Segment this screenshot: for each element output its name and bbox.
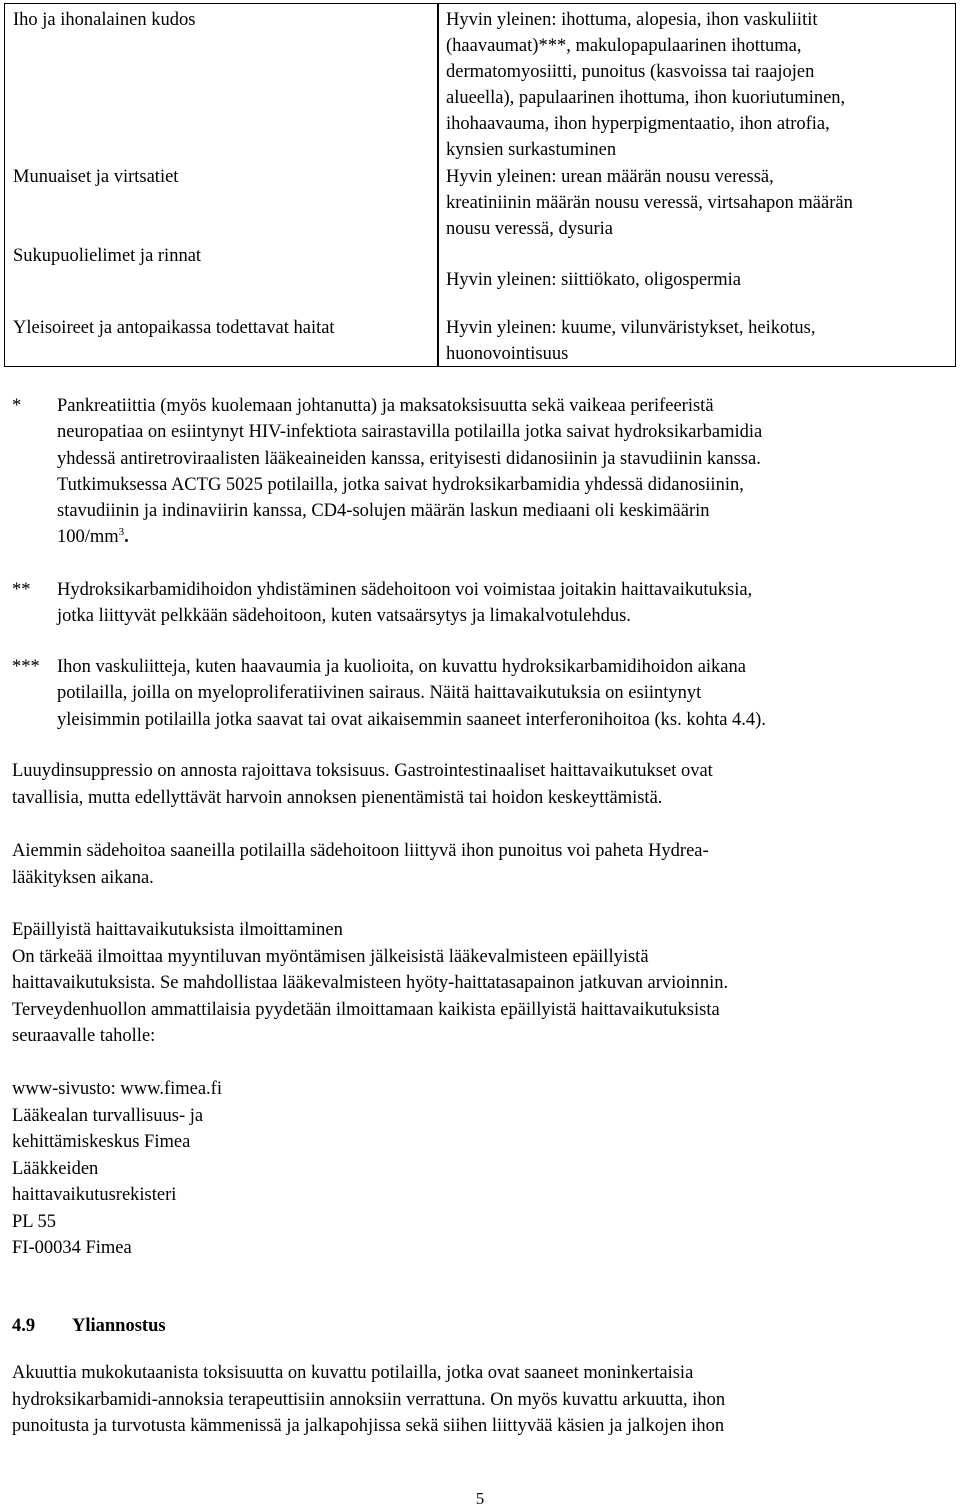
paragraph-line: tavallisia, mutta edellyttävät harvoin annoksen pienentämistä tai hoidon keskeyttämistä.: [12, 787, 663, 808]
footnote-line: Hydroksikarbamidihoidon yhdistäminen sädehoitoon voi voimistaa joitakin haittavaikutuksia,: [57, 580, 753, 600]
effects-skin: [446, 7, 951, 163]
footnote-line: yhdessä antiretroviraalisten lääkeaineiden kanssa, erityisesti didanosiinin ja stavudiinin kanssa.: [57, 448, 761, 469]
paragraph-line: Aiemmin sädehoitoa saaneilla potilailla sädehoitoon liittyvä ihon punoitus voi paheta Hydrea-: [12, 841, 709, 861]
effect-line: kynsien surkastuminen: [446, 140, 617, 160]
paragraph-line: hydroksikarbamidi-annoksia terapeuttisiin annoksiin verrattuna. On myös kuvattu arkuutta, ihon: [12, 1389, 726, 1410]
contact-line: PL 55: [12, 1211, 57, 1232]
effect-line: (haavaumat)***, makulopapulaarinen ihottuma,: [446, 36, 802, 56]
contact-line: FI-00034 Fimea: [12, 1238, 132, 1258]
section-number: 4.9: [12, 1316, 36, 1336]
footnote-mark-2: **: [12, 580, 31, 600]
footnote-line: Pankreatiittia (myös kuolemaan johtanutta) ja maksatoksisuutta sekä vaikeaa perifeeristä: [57, 396, 714, 416]
paragraph-line: punoitusta ja turvotusta kämmenissä ja jalkapohjissa sekä siihen liittyvää käsien ja jalkojen ihon: [12, 1416, 725, 1436]
effects-reproductive: [446, 267, 951, 293]
footnote-line: Tutkimuksessa ACTG 5025 potilailla, jotka saivat hydroksikarbamidia yhdessä didanosiinin,: [57, 474, 744, 495]
effect-line: nousu veressä, dysuria: [446, 219, 613, 239]
effect-line: huonovointisuus: [446, 344, 569, 364]
footnote-2: [57, 577, 950, 630]
contact-address: [12, 1076, 952, 1262]
effects-kidney: [446, 164, 951, 242]
contact-line: www-sivusto: www.fimea.fi: [12, 1079, 222, 1099]
paragraph-line: seuraavalle taholle:: [12, 1026, 156, 1046]
footnote-unit: 100/mm: [57, 527, 119, 548]
paragraph-line: haittavaikutuksista. Se mahdollistaa lääkevalmisteen hyöty-haittatasapainon jatkuvan arvioinnin.: [12, 973, 729, 993]
footnote-line: stavudiinin ja indinaviirin kanssa, CD4-solujen määrän laskun mediaani oli keskimäärin: [57, 501, 710, 522]
footnote-line: [57, 524, 950, 550]
organ-class-skin: Iho ja ihonalainen kudos: [13, 10, 196, 30]
paragraph-line: Terveydenhuollon ammattilaisia pyydetään ilmoittamaan kaikista epäillyistä haittavaikutuksista: [12, 999, 720, 1020]
effect-line: alueella), papulaarinen ihottuma, ihon kuoriutuminen,: [446, 88, 846, 108]
paragraph-line: Epäillyistä haittavaikutuksista ilmoittaminen: [12, 920, 343, 940]
effect-line: Hyvin yleinen: kuume, vilunväristykset, heikotus,: [446, 318, 816, 338]
effect-line: ihohaavauma, ihon hyperpigmentaatio, ihon atrofia,: [446, 114, 830, 134]
footnote-line: Ihon vaskuliitteja, kuten haavaumia ja kuolioita, on kuvattu hydroksikarbamidihoidon aikana: [57, 657, 746, 677]
effects-general: [446, 315, 951, 367]
effect-line: kreatiniinin määrän nousu veressä, virtsahapon määrän: [446, 193, 853, 213]
paragraph-radiotherapy: [12, 838, 952, 891]
footnote-line: jotka liittyvät pelkkään sädehoitoon, kuten vatsaärsytys ja limakalvotulehdus.: [57, 606, 631, 627]
adverse-effects-table: [4, 3, 956, 367]
contact-line: Lääkkeiden: [12, 1158, 99, 1179]
paragraph-line: On tärkeää ilmoittaa myyntiluvan myöntämisen jälkeisistä lääkevalmisteen epäillyistä: [12, 946, 649, 967]
page-number: 5: [475, 1489, 485, 1508]
effect-line: dermatomyosiitti, punoitus (kasvoissa tai raajojen: [446, 62, 815, 82]
paragraph-line: Luuydinsuppressio on annosta rajoittava toksisuus. Gastrointestinaaliset haittavaikutukset ovat: [12, 761, 713, 781]
footnote-line: yleisimmin potilailla jotka saavat tai ovat aikaisemmin saaneet interferonihoitoa (ks. kohta 4.4).: [57, 709, 766, 730]
footnote-mark-1: *: [12, 396, 22, 416]
organ-class-reproductive: Sukupuolielimet ja rinnat: [13, 246, 202, 266]
section-heading: [12, 1313, 166, 1339]
paragraph-overdose: [12, 1360, 952, 1440]
effect-line: Hyvin yleinen: urean määrän nousu veressä,: [446, 167, 774, 187]
paragraph-line: Akuuttia mukokutaanista toksisuutta on kuvattu potilailla, jotka ovat saaneet moninkertaisia: [12, 1363, 694, 1383]
table-column-divider: [437, 4, 439, 366]
paragraph-line: lääkityksen aikana.: [12, 867, 154, 888]
footnote-line: potilailla, joilla on myeloproliferatiivinen sairaus. Näitä haittavaikutuksia on esiintynyt: [57, 683, 702, 704]
section-title: Yliannostus: [72, 1316, 166, 1336]
footnote-period: .: [124, 527, 129, 548]
contact-line: kehittämiskeskus Fimea: [12, 1132, 191, 1152]
contact-line: haittavaikutusrekisteri: [12, 1185, 177, 1205]
effect-line: Hyvin yleinen: siittiökato, oligospermia: [446, 270, 741, 290]
paragraph-bone-marrow: [12, 758, 952, 811]
footnote-superscript: 3: [118, 526, 125, 539]
footnote-line: neuropatiaa on esiintynyt HIV-infektiota sairastavilla potilailla jotka saivat hydroksikarbamidia: [57, 422, 763, 443]
contact-line: Lääkealan turvallisuus- ja: [12, 1105, 204, 1126]
effect-line: Hyvin yleinen: ihottuma, alopesia, ihon vaskuliitit: [446, 10, 818, 30]
paragraph-reporting: [12, 917, 952, 1050]
organ-class-general: Yleisoireet ja antopaikassa todettavat haitat: [13, 318, 335, 338]
footnote-3: [57, 654, 950, 733]
footnote-1: [57, 393, 950, 551]
footnote-mark-3: ***: [12, 657, 40, 677]
organ-class-kidney: Munuaiset ja virtsatiet: [13, 167, 179, 187]
